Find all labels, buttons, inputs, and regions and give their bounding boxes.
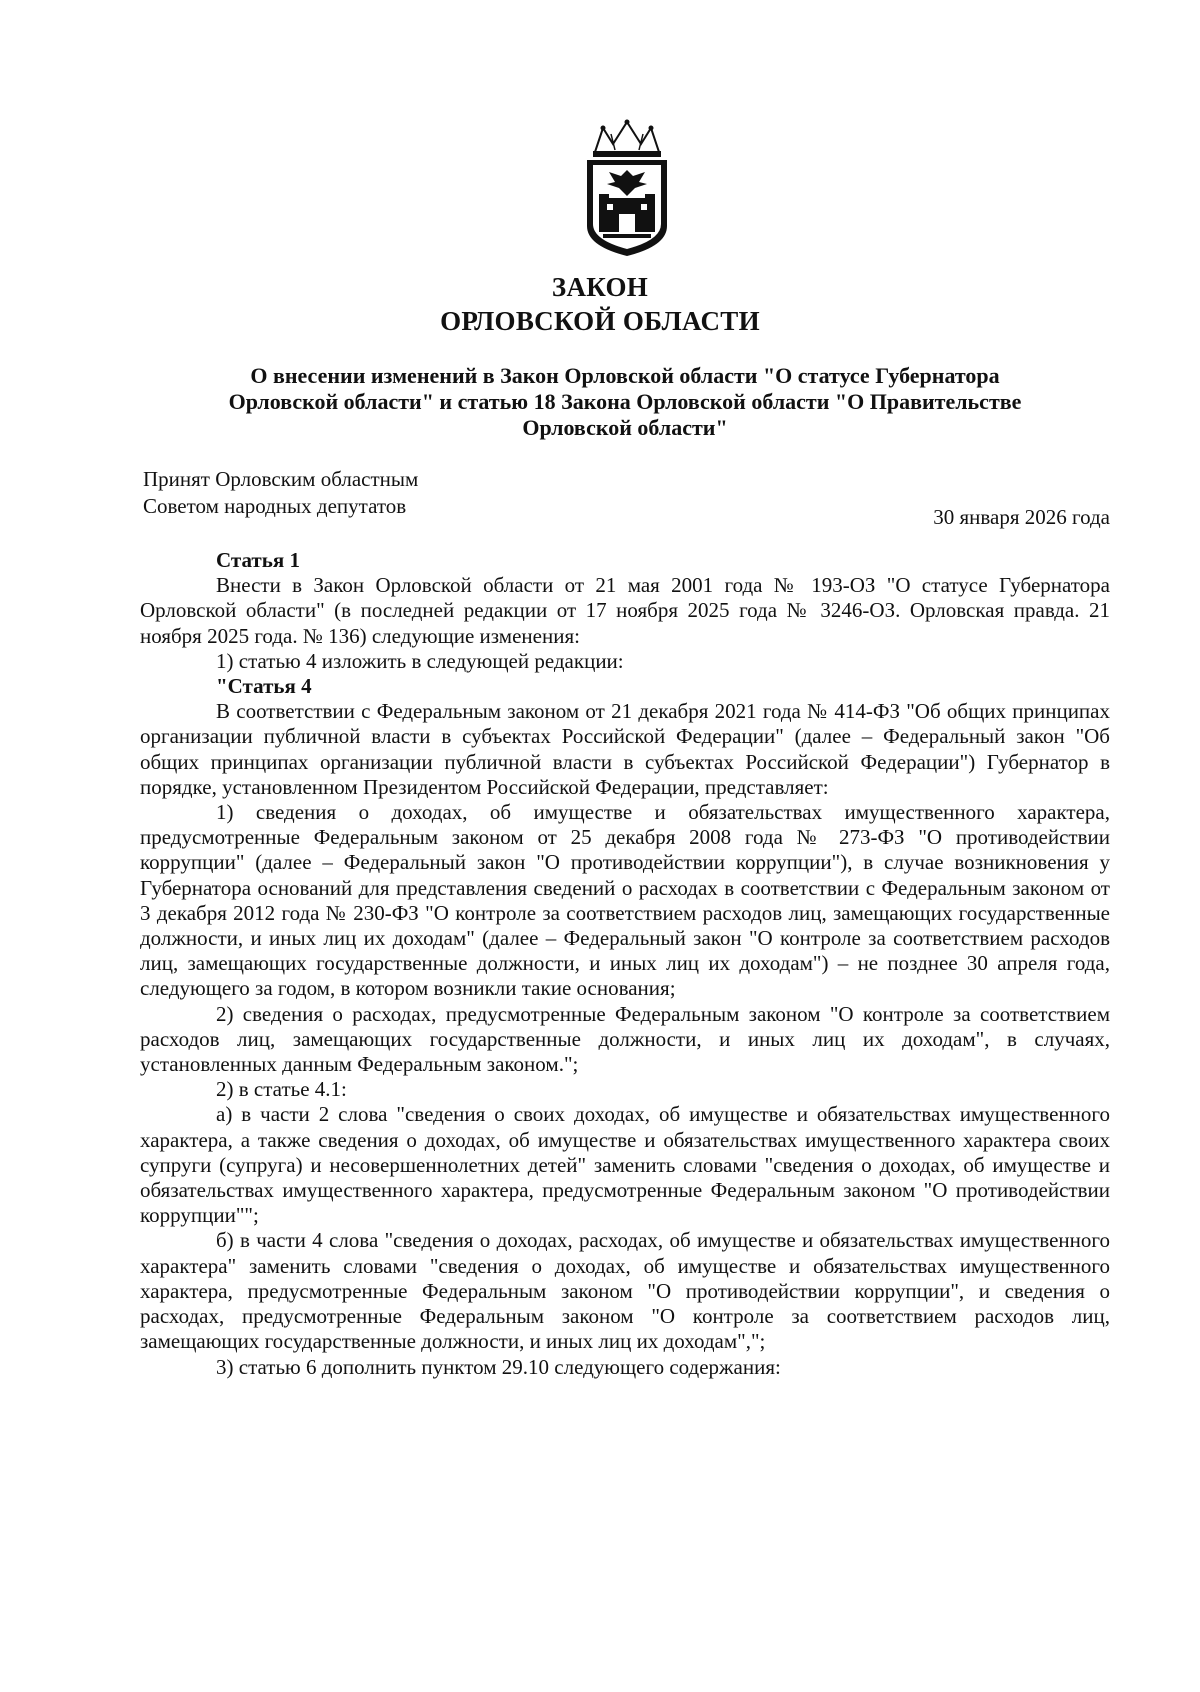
paragraph: Внести в Закон Орловской области от 21 мая 2001 года № 193-ОЗ "О статусе Губернатора Орловской области" (в последней редакции от 17 ноября 2025 года № 3246-ОЗ. Орловская правда. 21 ноября 2025 года. № 136) следующие изменения: xyxy=(140,573,1110,648)
law-body xyxy=(140,548,1110,1380)
paragraph: 2) в статье 4.1: xyxy=(216,1077,347,1102)
paragraph: 3) статью 6 дополнить пунктом 29.10 следующего содержания: xyxy=(216,1354,781,1379)
adoption-line: Советом народных депутатов xyxy=(143,494,407,518)
law-subtitle xyxy=(170,363,1080,441)
article-heading: Статья 1 xyxy=(216,548,300,572)
law-region: ОРЛОВСКОЙ ОБЛАСТИ xyxy=(440,306,760,336)
adoption-line: Принят Орловским областным xyxy=(143,467,419,491)
paragraph: 1) статью 4 изложить в следующей редакции: xyxy=(216,648,624,673)
adoption-block xyxy=(143,466,418,520)
paragraph: 1) сведения о доходах, об имуществе и обязательствах имущественного характера, предусмотренные Федеральным законом от 25 декабря 2008 года № 273-ФЗ "О противодействии коррупции" (далее – Федеральный закон "О противодействии коррупции"), в случае возникновения у Губернатора оснований для представления сведений о расходах в соответствии с Федеральным законом от 3 декабря 2012 года № 230-ФЗ "О контроле за соответствием расходов лиц, замещающих государственные должности, и иных лиц их доходам" (далее – Федеральный закон "О контроле за соответствием расходов лиц, замещающих государственные должности, и иных лиц их доходам") – не позднее 30 апреля года, следующего за годом, в котором возникли такие основания; xyxy=(140,800,1110,1001)
paragraph: а) в части 2 слова "сведения о своих доходах, об имуществе и обязательствах имущественного характера, а также сведения о доходах, об имуществе и обязательствах имущественного характера своих супруги (супруга) и несовершеннолетних детей" заменить словами "сведения о доходах, об имуществе и обязательствах имущественного характера, предусмотренные Федеральным законом "О противодействии коррупции""; xyxy=(140,1102,1110,1228)
adoption-date: 30 января 2026 года xyxy=(933,505,1110,529)
subtitle-line: Орловской области" xyxy=(522,415,728,440)
law-title: ЗАКОН xyxy=(551,272,649,302)
article-heading: "Статья 4 xyxy=(216,674,312,699)
coat-of-arms-icon xyxy=(567,118,687,258)
subtitle-line: О внесении изменений в Закон Орловской области "О статусе Губернатора xyxy=(250,363,1000,388)
paragraph: 2) сведения о расходах, предусмотренные Федеральным законом "О контроле за соответствием расходов лиц, замещающих государственные должности, и иных лиц их доходам", в случаях, установленных данным Федеральным законом."; xyxy=(140,1001,1110,1077)
paragraph: В соответствии с Федеральным законом от 21 декабря 2021 года № 414-ФЗ "Об общих принципах организации публичной власти в субъектах Российской Федерации" (далее – Федеральный закон "Об общих принципах организации публичной власти в субъектах Российской Федерации") Губернатор в порядке, установленном Президентом Российской Федерации, представляет: xyxy=(140,699,1110,799)
subtitle-line: Орловской области" и статью 18 Закона Орловской области "О Правительстве xyxy=(228,389,1022,414)
paragraph: б) в части 4 слова "сведения о доходах, расходах, об имуществе и обязательствах имущественного характера" заменить словами "сведения о доходах, об имуществе и обязательствах имущественного характера, предусмотренные Федеральным законом "О противодействии коррупции", и сведения о расходах, предусмотренные Федеральным законом "О контроле за соответствием расходов лиц, замещающих государственные должности, и иных лиц их доходам","; xyxy=(140,1228,1110,1354)
